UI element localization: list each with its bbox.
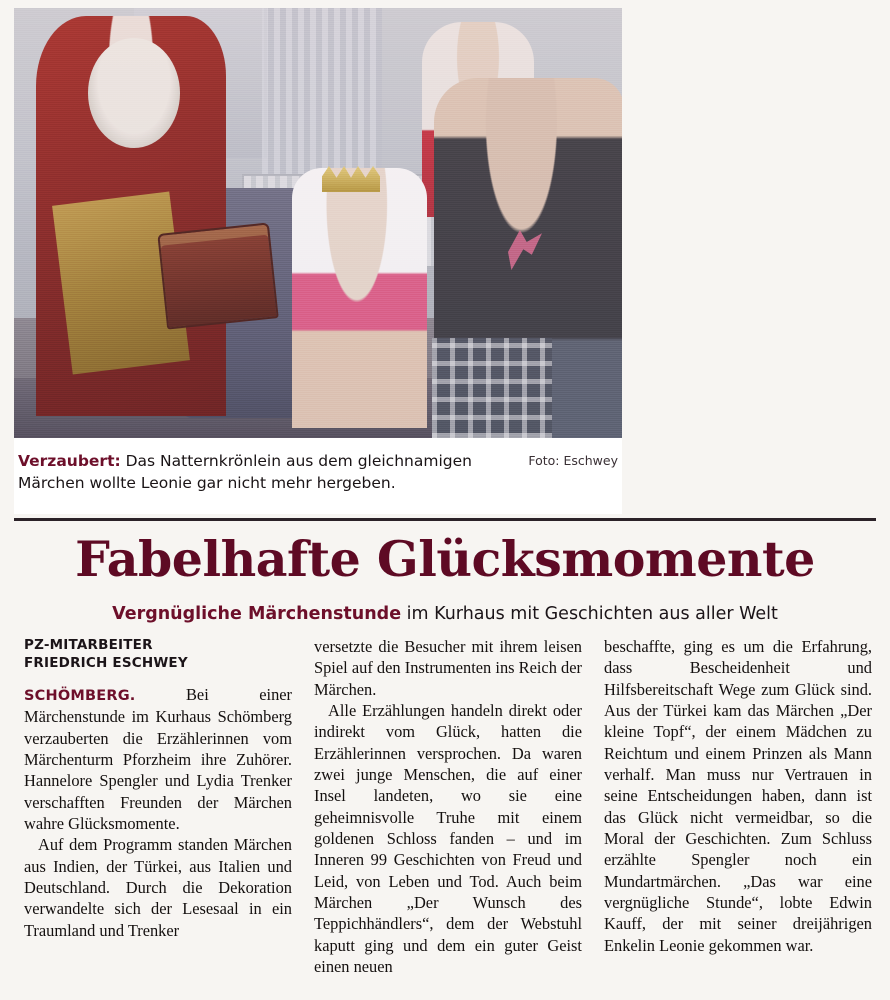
photo-plaid-shorts <box>432 338 552 438</box>
paragraph: versetzte die Besucher mit ihrem leisen Spiel auf den Instrumenten ins Reich der Märchen. <box>314 637 582 699</box>
paragraph: beschaffte, ging es um die Erfahrung, dass Bescheidenheit und Hilfsbereitschaft Wege zum Glück sind. Aus der Türkei kam das Märchen „Der kleine Topf“, der einem Mädchen zu Reichtum und einem Prinzen als Mann verhalf. Man muss nur Vertrauen in seine Entscheidungen haben, dann ist das Glück nicht vermeidbar, so die Moral der Geschichten. Zum Schluss erzählte Spengler noch ein Mundartmärchen. „Das war eine vergnügliche Stunde“, lobte Edwin Kauff, der mit seiner dreijährigen Enkelin Leonie gekommen war. <box>604 637 872 955</box>
byline-role: PZ-MITARBEITER <box>24 637 153 653</box>
photo-block <box>14 8 622 514</box>
caption-text: Das Natternkrönlein aus dem gleichnamigen Märchen wollte Leonie gar nicht mehr hergeben. <box>18 452 472 493</box>
byline-author: FRIEDRICH ESCHWEY <box>24 655 188 672</box>
byline <box>24 636 292 672</box>
subheadline-bold: Vergnügliche Märchenstunde <box>112 604 402 624</box>
subheadline <box>0 604 890 624</box>
photo-credit: Foto: Eschwey <box>528 453 618 468</box>
photo-storyteller-beard <box>88 38 180 148</box>
dateline: SCHÖMBERG. <box>24 688 136 705</box>
paragraph: Alle Erzählungen handeln direkt oder indirekt vom Glück, hatten die Erzählerinnen versprochen. Da waren zwei junge Menschen, die auf einer Insel landeten, wo sie eine geheimnisvolle Truhe mit einem goldenen Schloss fanden – und im Inneren 99 Geschichten von Freud und Leid, von Leben und Tod. Auch beim Märchen „Der Wunsch des Teppichhändlers“, dem der Webstuhl kaputt ging und dem ein guter Geist einen neuen <box>314 700 582 976</box>
article-columns <box>24 636 872 977</box>
column-2 <box>314 636 582 977</box>
column-1 <box>24 636 292 977</box>
caption-lead: Verzaubert: <box>18 452 121 470</box>
photo-caption <box>14 438 622 495</box>
photo-child <box>292 168 427 428</box>
news-photo <box>14 8 622 438</box>
column-3 <box>604 636 872 977</box>
paragraph: Auf dem Programm standen Märchen aus Indien, der Türkei, aus Italien und Deutschland. Durch die Dekoration verwandelte sich der Lesesaal in ein Traumland und Trenker <box>24 835 292 940</box>
subheadline-rest: im Kurhaus mit Geschichten aus aller Welt <box>401 604 778 624</box>
page-title: Fabelhafte Glücksmomente <box>75 530 815 588</box>
paragraph-text: Bei einer Märchenstunde im Kurhaus Schömberg verzauberten die Erzählerinnen vom Märchenturm Pforzheim ihre Zuhörer. Hannelore Spengler und Lydia Trenker verschafften Freunden der Märchen wahre Glücksmomente. <box>24 685 292 833</box>
photo-treasure-chest <box>157 222 278 329</box>
paragraph <box>24 684 292 834</box>
section-divider <box>14 518 876 521</box>
